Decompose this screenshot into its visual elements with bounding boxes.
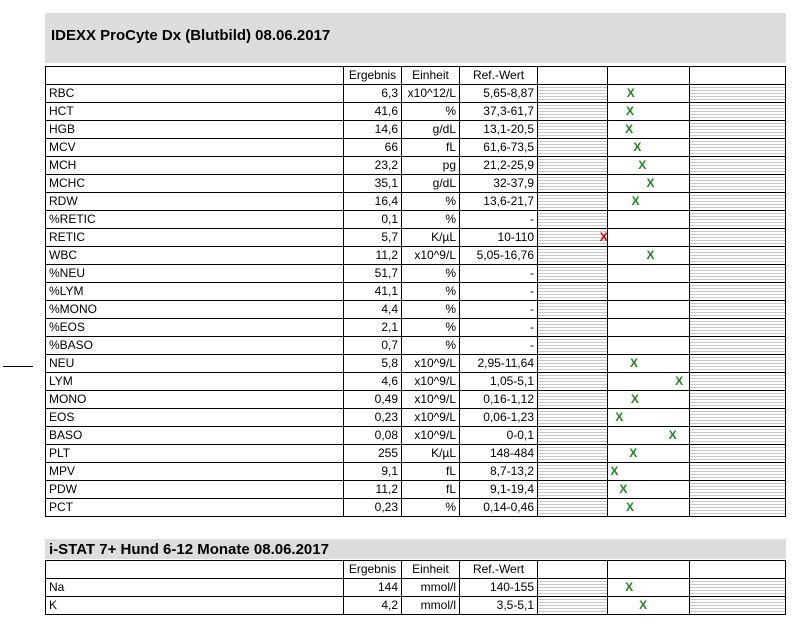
range-marker: X (638, 158, 647, 172)
graph-high-zone (689, 265, 786, 283)
result-value: 4,6 (343, 373, 401, 391)
result-value: 11,2 (343, 481, 401, 499)
panel1-table (45, 66, 786, 517)
result-unit: % (401, 211, 459, 229)
table-row (45, 247, 786, 265)
graph-low-zone (537, 597, 607, 615)
graph-low-zone (537, 175, 607, 193)
range-marker: X (631, 194, 640, 208)
graph-high-zone (689, 481, 786, 499)
graph-normal-zone (607, 193, 689, 211)
table-row (45, 463, 786, 481)
header-graph-low (537, 561, 607, 579)
reference-range: 21,2-25,9 (459, 157, 537, 175)
table-row (45, 211, 786, 229)
graph-high-zone (689, 193, 786, 211)
graph-high-zone (689, 463, 786, 481)
graph-low-zone (537, 427, 607, 445)
graph-high-zone (689, 121, 786, 139)
reference-range: 5,65-8,87 (459, 85, 537, 103)
result-unit: x10^9/L (401, 355, 459, 373)
table-row (45, 391, 786, 409)
result-unit: pg (401, 157, 459, 175)
graph-normal-zone (607, 85, 689, 103)
range-marker: X (610, 464, 619, 478)
reference-range: 3,5-5,1 (459, 597, 537, 615)
result-unit: % (401, 283, 459, 301)
table-row (45, 175, 786, 193)
reference-range: 0,14-0,46 (459, 499, 537, 517)
graph-normal-zone (607, 301, 689, 319)
reference-range: 13,1-20,5 (459, 121, 537, 139)
header-result: Ergebnis (343, 67, 401, 85)
graph-high-zone (689, 373, 786, 391)
table-row (45, 193, 786, 211)
graph-high-zone (689, 301, 786, 319)
table-row (45, 121, 786, 139)
result-unit: x10^9/L (401, 409, 459, 427)
graph-low-zone (537, 355, 607, 373)
graph-low-zone (537, 211, 607, 229)
result-unit: % (401, 499, 459, 517)
result-value: 2,1 (343, 319, 401, 337)
param-name: MCHC (45, 175, 343, 193)
table-row (45, 283, 786, 301)
result-value: 51,7 (343, 265, 401, 283)
graph-normal-zone (607, 445, 689, 463)
graph-normal-zone (607, 427, 689, 445)
graph-low-zone (537, 499, 607, 517)
graph-high-zone (689, 337, 786, 355)
param-name: HGB (45, 121, 343, 139)
reference-range: 5,05-16,76 (459, 247, 537, 265)
param-name: %RETIC (45, 211, 343, 229)
graph-low-zone (537, 193, 607, 211)
param-name: NEU (45, 355, 343, 373)
header-ref: Ref.-Wert (459, 561, 537, 579)
graph-low-zone (537, 301, 607, 319)
range-marker: X (625, 580, 634, 594)
graph-low-zone (537, 409, 607, 427)
graph-low-zone (537, 265, 607, 283)
reference-range: 13,6-21,7 (459, 193, 537, 211)
panel1-title: IDEXX ProCyte Dx (Blutbild) 08.06.2017 (51, 27, 331, 44)
graph-normal-zone (607, 319, 689, 337)
graph-high-zone (689, 229, 786, 247)
graph-low-zone (537, 481, 607, 499)
graph-low-zone (537, 579, 607, 597)
result-unit: % (401, 301, 459, 319)
table-header-row (45, 67, 786, 85)
graph-high-zone (689, 409, 786, 427)
reference-range: - (459, 211, 537, 229)
param-name: BASO (45, 427, 343, 445)
result-value: 0,23 (343, 409, 401, 427)
header-unit: Einheit (401, 67, 459, 85)
graph-normal-zone (607, 337, 689, 355)
graph-normal-zone (607, 355, 689, 373)
graph-low-zone (537, 283, 607, 301)
result-unit: K/µL (401, 445, 459, 463)
result-value: 41,6 (343, 103, 401, 121)
result-unit: x10^9/L (401, 373, 459, 391)
header-name-cell (45, 561, 343, 579)
graph-low-zone (537, 319, 607, 337)
result-unit: g/dL (401, 175, 459, 193)
result-value: 4,4 (343, 301, 401, 319)
header-unit: Einheit (401, 561, 459, 579)
range-marker: X (646, 176, 655, 190)
result-unit: % (401, 265, 459, 283)
param-name: WBC (45, 247, 343, 265)
reference-range: 0-0,1 (459, 427, 537, 445)
graph-low-zone (537, 139, 607, 157)
result-unit: mmol/l (401, 579, 459, 597)
table-row (45, 579, 786, 597)
result-value: 5,8 (343, 355, 401, 373)
reference-range: 61,6-73,5 (459, 139, 537, 157)
table-row (45, 301, 786, 319)
result-unit: x10^9/L (401, 427, 459, 445)
result-value: 16,4 (343, 193, 401, 211)
result-unit: fL (401, 481, 459, 499)
range-marker: X (599, 230, 608, 244)
graph-high-zone (689, 283, 786, 301)
graph-high-zone (689, 211, 786, 229)
result-unit: x10^12/L (401, 85, 459, 103)
table-row (45, 481, 786, 499)
param-name: K (45, 597, 343, 615)
param-name: PCT (45, 499, 343, 517)
param-name: %EOS (45, 319, 343, 337)
param-name: MONO (45, 391, 343, 409)
graph-high-zone (689, 579, 786, 597)
graph-normal-zone (607, 283, 689, 301)
table-row (45, 337, 786, 355)
result-value: 144 (343, 579, 401, 597)
graph-normal-zone (607, 579, 689, 597)
header-result: Ergebnis (343, 561, 401, 579)
result-unit: % (401, 337, 459, 355)
range-marker: X (646, 248, 655, 262)
reference-range: 140-155 (459, 579, 537, 597)
reference-range: 32-37,9 (459, 175, 537, 193)
table-row (45, 319, 786, 337)
range-marker: X (629, 446, 638, 460)
graph-normal-zone (607, 229, 689, 247)
graph-normal-zone (607, 139, 689, 157)
graph-low-zone (537, 463, 607, 481)
reference-range: 10-110 (459, 229, 537, 247)
param-name: %LYM (45, 283, 343, 301)
graph-normal-zone (607, 211, 689, 229)
graph-high-zone (689, 499, 786, 517)
range-marker: X (630, 356, 639, 370)
graph-high-zone (689, 103, 786, 121)
result-value: 5,7 (343, 229, 401, 247)
panel2-title: i-STAT 7+ Hund 6-12 Monate 08.06.2017 (49, 541, 329, 558)
panel2-table (45, 560, 786, 615)
range-marker: X (626, 86, 635, 100)
result-unit: % (401, 319, 459, 337)
graph-high-zone (689, 391, 786, 409)
result-unit: K/µL (401, 229, 459, 247)
graph-normal-zone (607, 597, 689, 615)
range-marker: X (615, 410, 624, 424)
graph-low-zone (537, 373, 607, 391)
graph-high-zone (689, 597, 786, 615)
result-unit: x10^9/L (401, 391, 459, 409)
result-value: 41,1 (343, 283, 401, 301)
graph-low-zone (537, 85, 607, 103)
result-unit: mmol/l (401, 597, 459, 615)
reference-range: 1,05-5,1 (459, 373, 537, 391)
graph-high-zone (689, 175, 786, 193)
result-unit: % (401, 103, 459, 121)
reference-range: 0,16-1,12 (459, 391, 537, 409)
graph-low-zone (537, 445, 607, 463)
panel1-header (45, 13, 786, 63)
range-marker: X (668, 428, 677, 442)
graph-normal-zone (607, 157, 689, 175)
graph-high-zone (689, 157, 786, 175)
param-name: LYM (45, 373, 343, 391)
result-unit: % (401, 193, 459, 211)
table-row (45, 355, 786, 373)
graph-low-zone (537, 337, 607, 355)
result-value: 0,08 (343, 427, 401, 445)
graph-high-zone (689, 139, 786, 157)
graph-normal-zone (607, 391, 689, 409)
table-row (45, 157, 786, 175)
table-row (45, 85, 786, 103)
graph-normal-zone (607, 103, 689, 121)
header-graph-high (689, 561, 786, 579)
result-unit: x10^9/L (401, 247, 459, 265)
range-marker: X (639, 598, 648, 612)
range-marker: X (625, 104, 634, 118)
table-row (45, 499, 786, 517)
range-marker: X (619, 482, 628, 496)
param-name: %BASO (45, 337, 343, 355)
reference-range: 148-484 (459, 445, 537, 463)
table-header-row (45, 561, 786, 579)
result-value: 0,7 (343, 337, 401, 355)
result-value: 35,1 (343, 175, 401, 193)
reference-range: - (459, 337, 537, 355)
table-row (45, 445, 786, 463)
table-row (45, 427, 786, 445)
reference-range: 2,95-11,64 (459, 355, 537, 373)
param-name: %NEU (45, 265, 343, 283)
result-value: 23,2 (343, 157, 401, 175)
result-unit: g/dL (401, 121, 459, 139)
param-name: HCT (45, 103, 343, 121)
graph-normal-zone (607, 463, 689, 481)
result-unit: fL (401, 463, 459, 481)
graph-high-zone (689, 85, 786, 103)
reference-range: 37,3-61,7 (459, 103, 537, 121)
range-marker: X (675, 374, 684, 388)
graph-low-zone (537, 157, 607, 175)
reference-range: - (459, 319, 537, 337)
result-value: 0,1 (343, 211, 401, 229)
table-row (45, 103, 786, 121)
header-graph-normal (607, 561, 689, 579)
result-value: 0,23 (343, 499, 401, 517)
result-value: 4,2 (343, 597, 401, 615)
result-unit: fL (401, 139, 459, 157)
param-name: %MONO (45, 301, 343, 319)
table-row (45, 265, 786, 283)
graph-high-zone (689, 445, 786, 463)
header-graph-low (537, 67, 607, 85)
table-row (45, 139, 786, 157)
header-name-cell (45, 67, 343, 85)
param-name: RETIC (45, 229, 343, 247)
param-name: EOS (45, 409, 343, 427)
reference-range: - (459, 283, 537, 301)
graph-normal-zone (607, 265, 689, 283)
param-name: RDW (45, 193, 343, 211)
panel2-header (45, 539, 786, 559)
reference-range: 9,1-19,4 (459, 481, 537, 499)
param-name: MCH (45, 157, 343, 175)
table-row (45, 597, 786, 615)
graph-normal-zone (607, 499, 689, 517)
result-value: 14,6 (343, 121, 401, 139)
reference-range: 0,06-1,23 (459, 409, 537, 427)
graph-high-zone (689, 319, 786, 337)
reference-range: - (459, 265, 537, 283)
graph-low-zone (537, 229, 607, 247)
param-name: Na (45, 579, 343, 597)
result-value: 6,3 (343, 85, 401, 103)
result-value: 0,49 (343, 391, 401, 409)
graph-low-zone (537, 391, 607, 409)
table-row (45, 229, 786, 247)
reference-range: - (459, 301, 537, 319)
header-graph-high (689, 67, 786, 85)
table-row (45, 373, 786, 391)
param-name: PDW (45, 481, 343, 499)
range-marker: X (630, 392, 639, 406)
graph-high-zone (689, 355, 786, 373)
graph-high-zone (689, 247, 786, 265)
header-ref: Ref.-Wert (459, 67, 537, 85)
range-marker: X (625, 122, 634, 136)
result-value: 9,1 (343, 463, 401, 481)
graph-high-zone (689, 427, 786, 445)
result-value: 11,2 (343, 247, 401, 265)
graph-normal-zone (607, 121, 689, 139)
table-row (45, 409, 786, 427)
graph-low-zone (537, 247, 607, 265)
graph-low-zone (537, 121, 607, 139)
range-marker: X (625, 500, 634, 514)
reference-range: 8,7-13,2 (459, 463, 537, 481)
param-name: RBC (45, 85, 343, 103)
margin-line (3, 366, 33, 367)
result-value: 255 (343, 445, 401, 463)
param-name: MPV (45, 463, 343, 481)
param-name: MCV (45, 139, 343, 157)
graph-low-zone (537, 103, 607, 121)
result-value: 66 (343, 139, 401, 157)
range-marker: X (633, 140, 642, 154)
header-graph-normal (607, 67, 689, 85)
param-name: PLT (45, 445, 343, 463)
